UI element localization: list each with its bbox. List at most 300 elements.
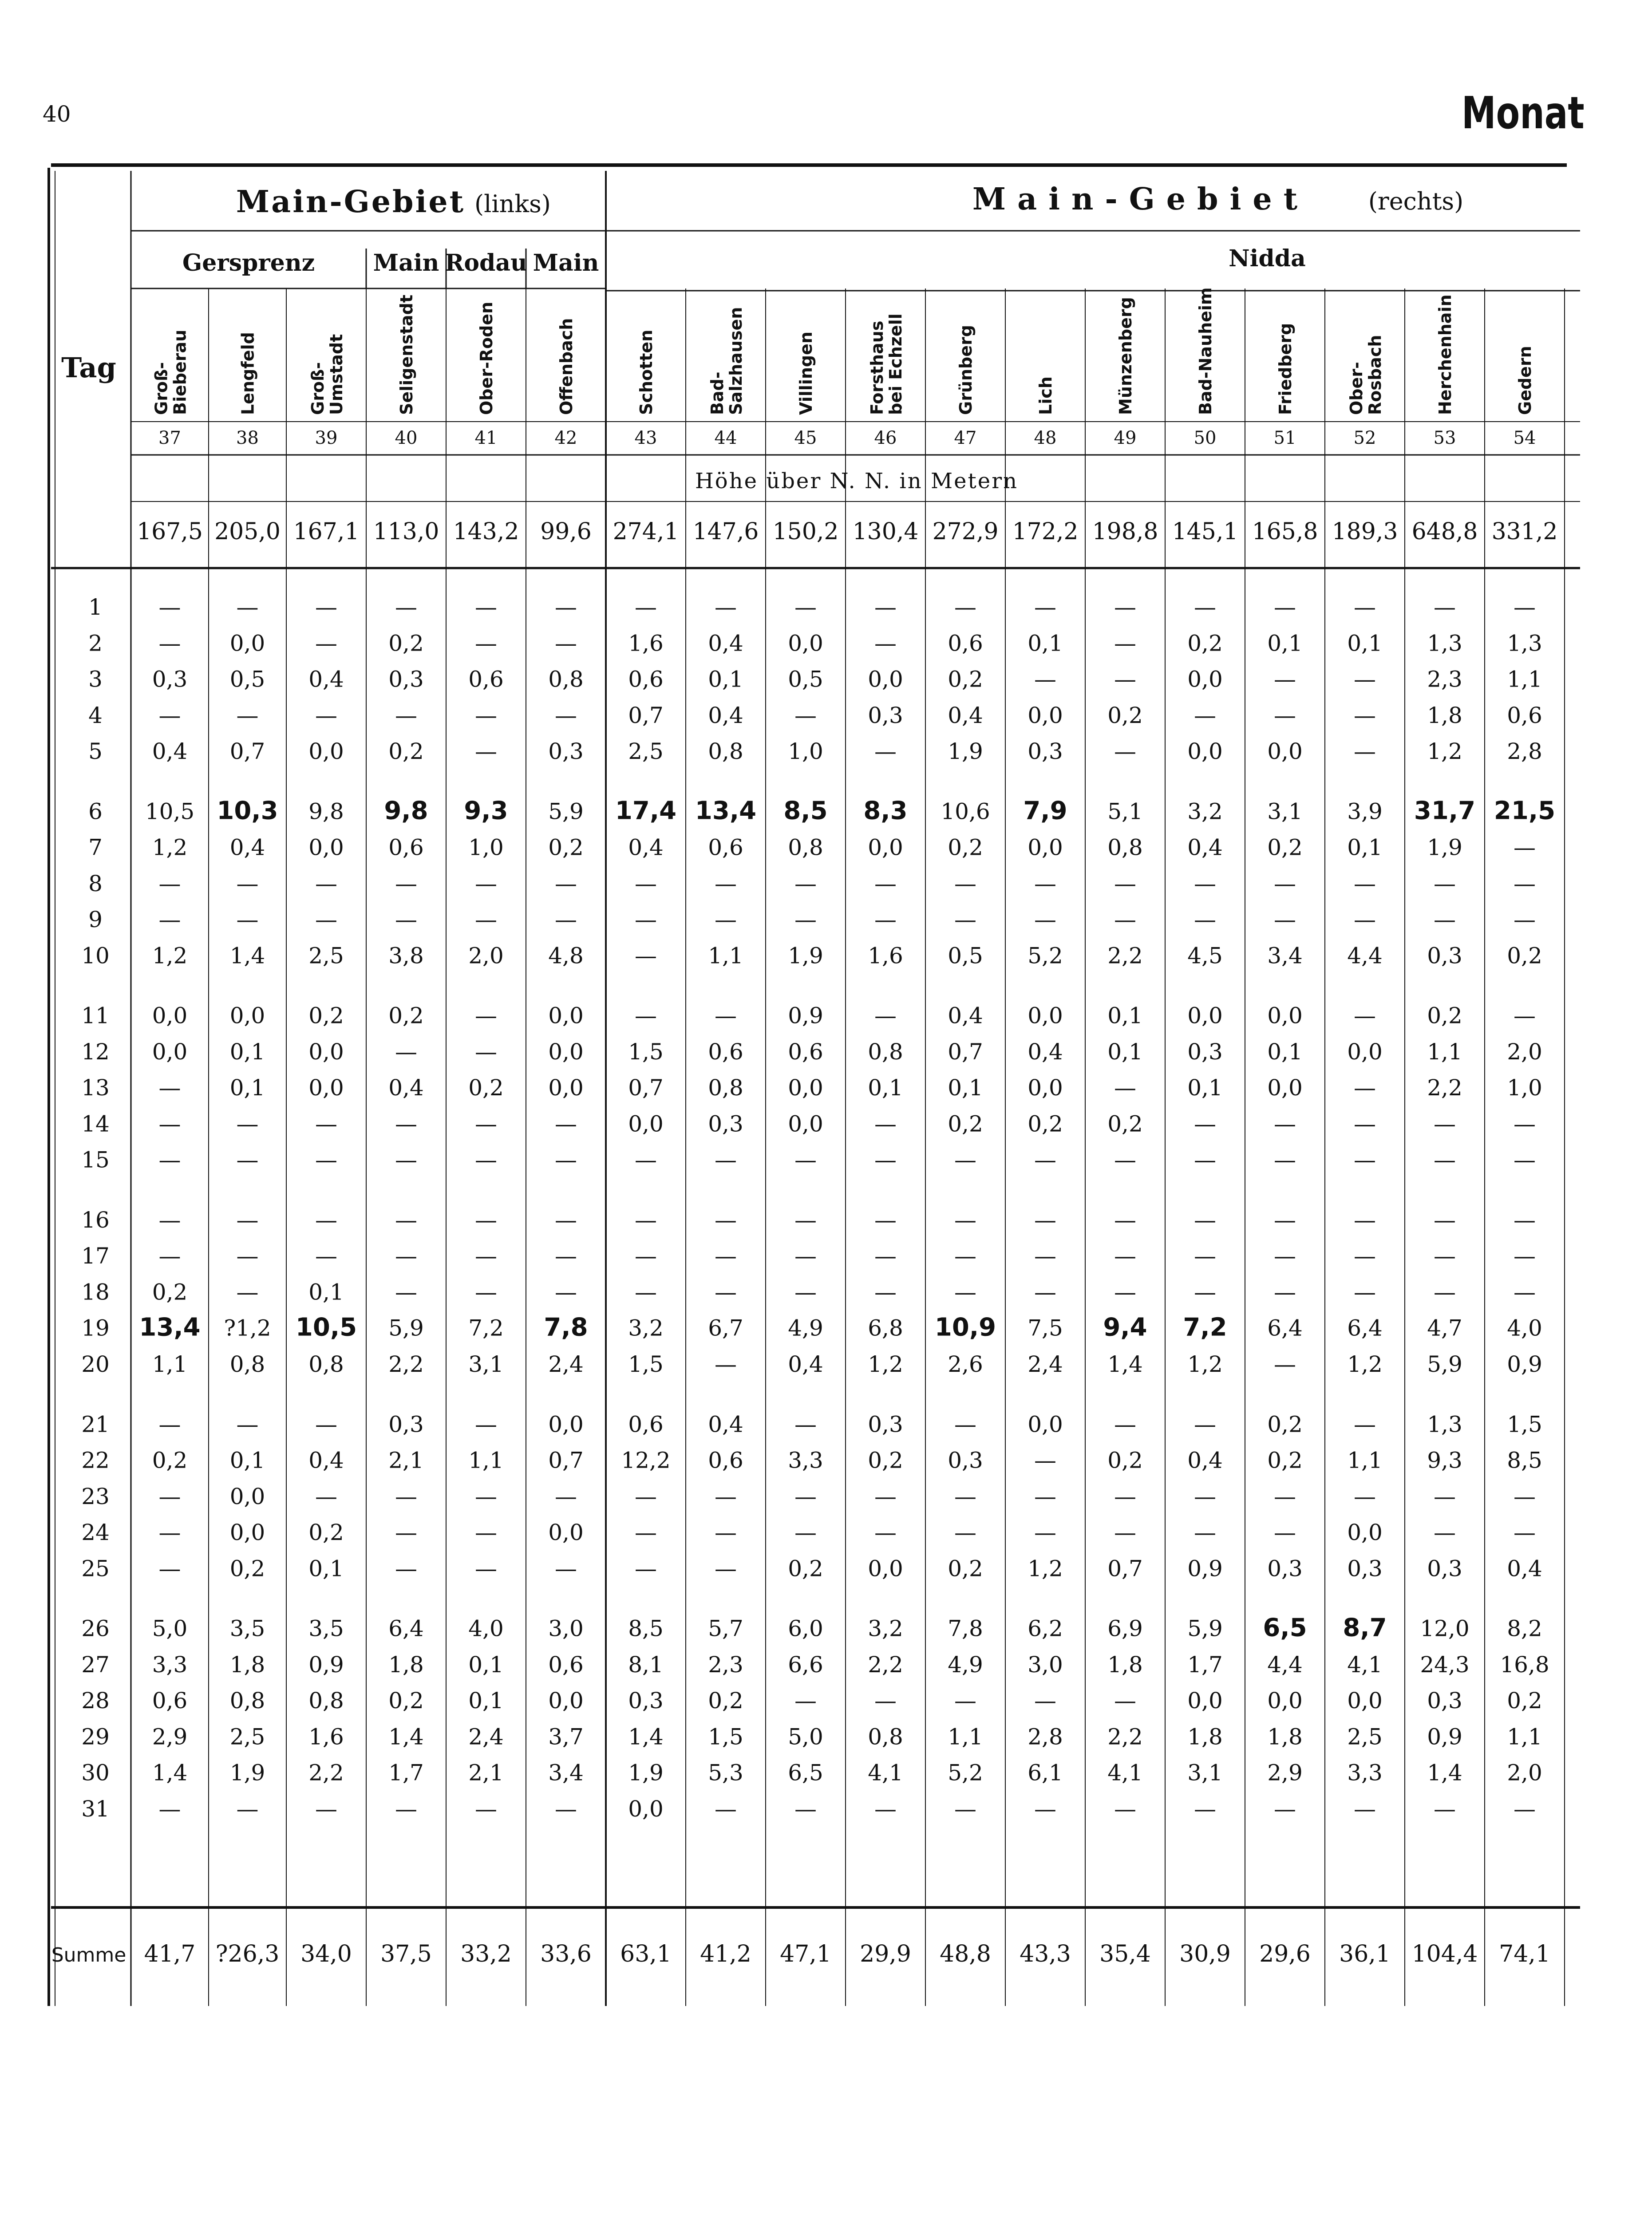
day-label: 28: [81, 1688, 110, 1714]
table-cell: 0,9: [308, 1651, 344, 1678]
table-cell: —: [395, 1796, 417, 1822]
table-cell: 3,5: [308, 1615, 344, 1642]
table-cell: 0,4: [308, 1447, 344, 1473]
table-cell: —: [475, 1111, 497, 1137]
table-cell: —: [158, 1207, 181, 1233]
table-cell: 5,3: [708, 1760, 743, 1786]
table-cell: 4,4: [1347, 943, 1383, 969]
table-cell: —: [715, 870, 737, 896]
table-cell: —: [635, 1483, 657, 1509]
table-cell: 3,7: [548, 1724, 584, 1750]
table-cell: —: [315, 1147, 337, 1173]
table-cell: 1,3: [1427, 1411, 1462, 1437]
station-name: Ober-: [1347, 362, 1366, 415]
table-cell: —: [715, 1207, 737, 1233]
table-cell: —: [158, 594, 181, 620]
table-cell: 4,1: [1347, 1651, 1383, 1678]
table-cell: 0,0: [229, 630, 265, 656]
table-cell: —: [158, 1796, 181, 1822]
station-height: 172,2: [1012, 518, 1079, 545]
table-cell: 0,2: [708, 1688, 743, 1714]
river-rodau: Rodau: [445, 249, 527, 276]
table-cell: 0,0: [788, 1075, 823, 1101]
table-cell: —: [794, 1411, 817, 1437]
table-cell: 1,1: [1427, 1038, 1462, 1065]
table-cell: —: [158, 1483, 181, 1509]
table-cell: —: [555, 594, 577, 620]
table-cell: 0,2: [152, 1279, 188, 1305]
table-cell: —: [954, 594, 976, 620]
day-label: 13: [81, 1075, 110, 1101]
table-cell: 10,5: [145, 798, 195, 825]
station-number: 38: [236, 428, 259, 448]
table-cell: 3,2: [628, 1315, 664, 1341]
table-cell: 0,1: [868, 1075, 903, 1101]
table-cell: —: [794, 870, 817, 896]
day-label: 1: [88, 594, 103, 620]
table-cell: —: [1274, 1796, 1296, 1822]
table-cell: —: [1114, 870, 1136, 896]
table-cell: 0,4: [152, 738, 188, 765]
table-cell: —: [1194, 1207, 1216, 1233]
station-name: Offenbach: [557, 318, 576, 415]
table-cell: 0,4: [708, 630, 743, 656]
table-cell: —: [1514, 1520, 1536, 1546]
station-name: Grünberg: [956, 325, 976, 415]
table-cell: —: [1514, 1279, 1536, 1305]
table-cell: 8,2: [1507, 1615, 1542, 1642]
table-cell: 0,0: [1267, 1003, 1303, 1029]
table-cell: 2,9: [152, 1724, 188, 1750]
table-cell: —: [715, 1351, 737, 1377]
table-cell: 5,2: [948, 1760, 983, 1786]
table-cell: —: [315, 594, 337, 620]
table-cell: 9,4: [1103, 1313, 1147, 1342]
table-cell: 2,9: [1267, 1760, 1303, 1786]
table-cell: —: [555, 1556, 577, 1582]
table-cell: 3,3: [788, 1447, 823, 1473]
table-cell: 9,3: [1427, 1447, 1462, 1473]
table-cell: 0,0: [152, 1038, 188, 1065]
table-cell: 3,9: [1347, 798, 1383, 825]
table-cell: 0,9: [1427, 1724, 1462, 1750]
table-cell: —: [1514, 907, 1536, 933]
table-cell: 8,1: [628, 1651, 664, 1678]
table-cell: 10,6: [941, 798, 990, 825]
table-cell: 0,3: [628, 1688, 664, 1714]
table-cell: —: [475, 738, 497, 765]
table-cell: 1,5: [1507, 1411, 1542, 1437]
table-cell: 0,7: [628, 1075, 664, 1101]
table-cell: —: [1514, 1243, 1536, 1269]
table-cell: —: [635, 1556, 657, 1582]
table-cell: —: [158, 1111, 181, 1137]
table-cell: 0,2: [1507, 943, 1542, 969]
table-cell: —: [555, 870, 577, 896]
table-cell: 1,0: [788, 738, 823, 765]
table-cell: —: [158, 630, 181, 656]
day-label: 22: [81, 1447, 110, 1473]
table-cell: —: [794, 1688, 817, 1714]
table-cell: —: [236, 1411, 259, 1437]
sum-cell: 43,3: [1020, 1941, 1071, 1967]
table-cell: 0,0: [1028, 1411, 1063, 1437]
table-cell: —: [874, 594, 897, 620]
table-cell: 0,1: [948, 1075, 983, 1101]
table-cell: —: [874, 907, 897, 933]
table-cell: —: [1434, 1147, 1456, 1173]
table-cell: 3,3: [1347, 1760, 1383, 1786]
table-cell: —: [715, 1243, 737, 1269]
table-cell: —: [1354, 907, 1376, 933]
table-cell: —: [715, 1796, 737, 1822]
table-cell: —: [1434, 907, 1456, 933]
table-cell: ?1,2: [224, 1315, 271, 1341]
table-cell: —: [1274, 1279, 1296, 1305]
table-cell: 0,2: [1507, 1688, 1542, 1714]
table-cell: 0,0: [1347, 1520, 1383, 1546]
table-cell: —: [395, 702, 417, 728]
day-label: 15: [81, 1147, 110, 1173]
sum-cell: 104,4: [1411, 1941, 1478, 1967]
table-cell: —: [794, 1796, 817, 1822]
table-cell: 0,3: [1028, 738, 1063, 765]
table-cell: —: [1194, 1147, 1216, 1173]
table-cell: 1,2: [152, 943, 188, 969]
table-cell: —: [1434, 1207, 1456, 1233]
table-cell: —: [555, 907, 577, 933]
table-cell: 0,1: [229, 1447, 265, 1473]
sum-cell: 33,6: [540, 1941, 592, 1967]
table-cell: —: [1114, 1796, 1136, 1822]
table-cell: —: [1034, 1520, 1056, 1546]
table-header: [61, 182, 1557, 545]
table-cell: 8,5: [1507, 1447, 1542, 1473]
table-cell: —: [874, 870, 897, 896]
table-cell: 13,4: [139, 1313, 201, 1342]
table-cell: —: [315, 907, 337, 933]
table-cell: 6,2: [1028, 1615, 1063, 1642]
table-cell: 5,0: [152, 1615, 188, 1642]
table-cell: 2,8: [1028, 1724, 1063, 1750]
day-label: 21: [81, 1411, 110, 1437]
table-cell: —: [555, 1483, 577, 1509]
table-cell: 17,4: [615, 796, 677, 825]
table-cell: 0,3: [868, 1411, 903, 1437]
table-cell: —: [1194, 1483, 1216, 1509]
sum-cell: 74,1: [1499, 1941, 1550, 1967]
table-cell: 9,3: [464, 796, 508, 825]
table-cell: 0,0: [1347, 1688, 1383, 1714]
table-cell: 5,9: [548, 798, 584, 825]
table-cell: —: [1354, 1147, 1376, 1173]
table-cell: 5,2: [1028, 943, 1063, 969]
table-cell: 2,4: [468, 1724, 504, 1750]
sum-cell: 47,1: [780, 1941, 831, 1967]
sum-cell: 41,2: [700, 1941, 751, 1967]
table-cell: 21,5: [1494, 796, 1556, 825]
table-cell: 0,9: [1507, 1351, 1542, 1377]
table-cell: —: [1274, 907, 1296, 933]
table-body: [51, 594, 1555, 1967]
station-height: 272,9: [932, 518, 999, 545]
table-cell: 4,9: [948, 1651, 983, 1678]
table-cell: —: [475, 1038, 497, 1065]
station-name: Friedberg: [1276, 323, 1295, 415]
table-cell: 1,3: [1507, 630, 1542, 656]
table-cell: 0,2: [308, 1520, 344, 1546]
table-cell: —: [475, 1243, 497, 1269]
table-cell: 0,0: [628, 1111, 664, 1137]
table-cell: —: [1434, 870, 1456, 896]
station-number: 54: [1513, 428, 1536, 448]
day-label: 12: [81, 1038, 110, 1065]
table-cell: 0,0: [229, 1520, 265, 1546]
station-number: 39: [315, 428, 338, 448]
table-cell: 2,2: [1427, 1075, 1462, 1101]
table-cell: 2,3: [1427, 666, 1462, 692]
table-cell: —: [635, 1520, 657, 1546]
station-number: 49: [1114, 428, 1137, 448]
table-cell: 0,2: [788, 1556, 823, 1582]
table-cell: 1,5: [628, 1351, 664, 1377]
table-cell: 0,0: [1187, 1688, 1223, 1714]
table-cell: 2,6: [948, 1351, 983, 1377]
table-cell: 1,1: [152, 1351, 188, 1377]
table-cell: 3,1: [1187, 1760, 1223, 1786]
station-height: 198,8: [1092, 518, 1158, 545]
table-cell: —: [1114, 666, 1136, 692]
table-cell: —: [635, 594, 657, 620]
table-cell: —: [1434, 1796, 1456, 1822]
table-cell: —: [395, 1483, 417, 1509]
station-name: Bad-: [707, 371, 727, 415]
sum-cell: 36,1: [1339, 1941, 1391, 1967]
table-cell: —: [1034, 1243, 1056, 1269]
table-cell: 1,1: [468, 1447, 504, 1473]
table-cell: 0,1: [1187, 1075, 1223, 1101]
table-cell: 1,1: [1507, 666, 1542, 692]
table-cell: —: [475, 1411, 497, 1437]
table-cell: —: [794, 1520, 817, 1546]
table-cell: —: [1034, 1207, 1056, 1233]
table-cell: —: [715, 1147, 737, 1173]
table-cell: —: [1274, 1243, 1296, 1269]
table-cell: —: [874, 1003, 897, 1029]
table-cell: 4,1: [868, 1760, 903, 1786]
table-cell: 0,0: [308, 834, 344, 861]
table-cell: 6,5: [788, 1760, 823, 1786]
table-cell: 0,4: [1028, 1038, 1063, 1065]
table-cell: 0,1: [708, 666, 743, 692]
table-cell: 0,2: [1107, 702, 1143, 728]
table-cell: 0,4: [948, 702, 983, 728]
table-cell: —: [1114, 907, 1136, 933]
river-nidda: Nidda: [1229, 245, 1306, 272]
table-cell: 2,2: [1107, 1724, 1143, 1750]
day-label: 18: [81, 1279, 110, 1305]
table-cell: 0,1: [1107, 1003, 1143, 1029]
table-cell: 0,8: [708, 1075, 743, 1101]
table-cell: —: [954, 1243, 976, 1269]
table-cell: 0,1: [1347, 630, 1383, 656]
table-cell: 0,6: [708, 1447, 743, 1473]
table-cell: —: [236, 1796, 259, 1822]
table-cell: —: [555, 1279, 577, 1305]
table-cell: —: [555, 1207, 577, 1233]
table-cell: —: [395, 1520, 417, 1546]
table-cell: 0,8: [868, 1724, 903, 1750]
height-label: Höhe über N. N. in Metern: [695, 469, 1019, 494]
table-cell: 2,5: [229, 1724, 265, 1750]
table-cell: 0,3: [548, 738, 584, 765]
table-cell: 0,4: [1187, 834, 1223, 861]
table-cell: 0,6: [628, 1411, 664, 1437]
table-cell: 0,0: [1028, 834, 1063, 861]
day-label: 8: [88, 870, 103, 896]
table-cell: 7,2: [1183, 1313, 1227, 1342]
table-cell: —: [1354, 1207, 1376, 1233]
table-cell: 7,8: [544, 1313, 588, 1342]
table-cell: —: [715, 907, 737, 933]
sum-cell: 29,6: [1259, 1941, 1311, 1967]
table-cell: 0,0: [868, 1556, 903, 1582]
sum-cell: 63,1: [620, 1941, 672, 1967]
table-cell: —: [954, 870, 976, 896]
table-cell: —: [315, 630, 337, 656]
table-cell: —: [236, 1111, 259, 1137]
station-height: 113,0: [373, 518, 439, 545]
table-cell: —: [1114, 1075, 1136, 1101]
table-cell: 0,1: [229, 1038, 265, 1065]
station-number: 52: [1353, 428, 1376, 448]
table-cell: —: [1354, 1796, 1376, 1822]
table-cell: 0,0: [1347, 1038, 1383, 1065]
table-cell: 2,8: [1507, 738, 1542, 765]
table-cell: 3,4: [548, 1760, 584, 1786]
station-number: 37: [158, 428, 181, 448]
table-cell: 1,8: [1427, 702, 1462, 728]
table-cell: 1,1: [1507, 1724, 1542, 1750]
table-cell: —: [954, 1279, 976, 1305]
table-cell: —: [954, 1520, 976, 1546]
day-label: 24: [81, 1520, 110, 1546]
table-cell: 0,1: [308, 1279, 344, 1305]
table-cell: —: [715, 594, 737, 620]
station-number: 44: [714, 428, 737, 448]
table-cell: 2,2: [868, 1651, 903, 1678]
table-cell: 0,3: [708, 1111, 743, 1137]
table-cell: 1,3: [1427, 630, 1462, 656]
table-cell: 0,2: [1427, 1003, 1462, 1029]
day-label: 31: [81, 1796, 110, 1822]
table-cell: —: [555, 1111, 577, 1137]
table-cell: 0,2: [548, 834, 584, 861]
table-cell: —: [715, 1003, 737, 1029]
table-cell: 0,1: [1028, 630, 1063, 656]
table-cell: —: [635, 1279, 657, 1305]
table-cell: —: [1434, 594, 1456, 620]
station-number: 46: [874, 428, 897, 448]
table-cell: 0,0: [1267, 738, 1303, 765]
table-cell: 0,0: [868, 834, 903, 861]
table-cell: —: [635, 1003, 657, 1029]
station-height: 130,4: [852, 518, 919, 545]
sum-cell: 34,0: [300, 1941, 352, 1967]
table-cell: 1,7: [388, 1760, 424, 1786]
table-cell: —: [555, 1796, 577, 1822]
table-cell: —: [158, 1243, 181, 1269]
table-cell: 4,1: [1107, 1760, 1143, 1786]
table-cell: —: [874, 630, 897, 656]
table-cell: 0,0: [152, 1003, 188, 1029]
table-cell: 0,6: [708, 1038, 743, 1065]
table-cell: 0,4: [1507, 1556, 1542, 1582]
station-name: Villingen: [796, 332, 816, 415]
station-name: Bad-Nauheim: [1196, 287, 1215, 415]
table-cell: —: [158, 702, 181, 728]
day-label: 5: [88, 738, 103, 765]
table-cell: —: [1354, 1279, 1376, 1305]
table-cell: 0,0: [868, 666, 903, 692]
table-cell: —: [315, 702, 337, 728]
table-cell: 0,9: [1187, 1556, 1223, 1582]
table-cell: —: [1114, 1279, 1136, 1305]
table-cell: 1,6: [308, 1724, 344, 1750]
table-cell: 0,6: [548, 1651, 584, 1678]
table-cell: 8,7: [1343, 1613, 1387, 1643]
station-number: 41: [474, 428, 498, 448]
table-cell: —: [635, 1147, 657, 1173]
table-cell: —: [1514, 1111, 1536, 1137]
station-number: 47: [954, 428, 977, 448]
station-name: bei Echzell: [886, 313, 905, 415]
table-cell: 0,2: [1187, 630, 1223, 656]
table-cell: 0,4: [708, 702, 743, 728]
table-cell: —: [555, 630, 577, 656]
table-cell: 0,0: [1187, 738, 1223, 765]
table-cell: 0,8: [868, 1038, 903, 1065]
table-cell: —: [315, 870, 337, 896]
table-cell: 1,4: [388, 1724, 424, 1750]
table-cell: —: [158, 907, 181, 933]
station-name: Schotten: [636, 329, 656, 415]
table-cell: 4,5: [1187, 943, 1223, 969]
table-cell: 0,0: [548, 1688, 584, 1714]
table-cell: 10,3: [217, 796, 278, 825]
table-cell: 4,8: [548, 943, 584, 969]
table-cell: —: [874, 1243, 897, 1269]
table-cell: —: [635, 1243, 657, 1269]
table-cell: 4,0: [468, 1615, 504, 1642]
table-cell: 0,8: [308, 1351, 344, 1377]
sum-label: Summe: [51, 1944, 126, 1966]
tag-header: Tag: [61, 351, 116, 384]
page-number: 40: [43, 101, 71, 127]
table-cell: —: [315, 1483, 337, 1509]
table-cell: 1,4: [1427, 1760, 1462, 1786]
table-cell: 3,1: [468, 1351, 504, 1377]
day-label: 23: [81, 1483, 110, 1509]
table-cell: 7,5: [1028, 1315, 1063, 1341]
table-cell: —: [874, 1207, 897, 1233]
station-number: 48: [1034, 428, 1057, 448]
station-name: Lengfeld: [238, 332, 258, 415]
table-cell: —: [315, 1111, 337, 1137]
table-cell: 0,7: [948, 1038, 983, 1065]
table-cell: 0,8: [229, 1351, 265, 1377]
table-cell: 4,0: [1507, 1315, 1542, 1341]
